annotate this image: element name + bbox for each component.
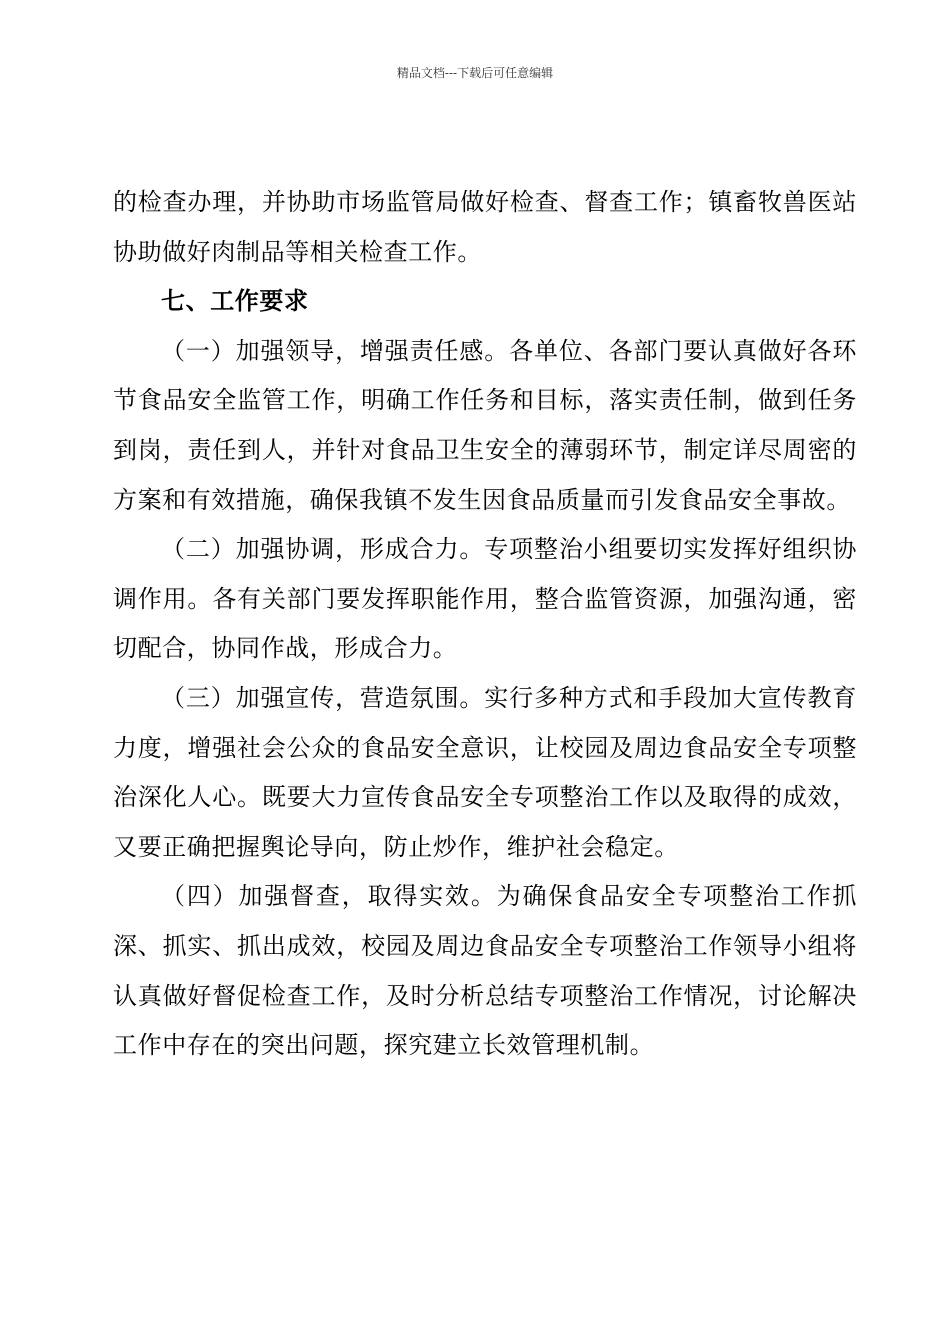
document-body bbox=[113, 178, 857, 1071]
paragraph-requirement-2: （二）加强协调，形成合力。专项整治小组要切实发挥好组织协调作用。各有关部门要发挥职能作用，整合监管资源，加强沟通，密切配合，协同作战，形成合力。 bbox=[113, 535, 857, 663]
paragraph-requirement-1: （一）加强领导，增强责任感。各单位、各部门要认真做好各环节食品安全监管工作，明确工作任务和目标，落实责任制，做到任务到岗，责任到人，并针对食品卫生安全的薄弱环节，制定详尽周密的方案和有效措施，确保我镇不发生因食品质量而引发食品安全事故。 bbox=[113, 336, 857, 514]
paragraph-continuation: 的检查办理，并协助市场监管局做好检查、督查工作；镇畜牧兽医站协助做好肉制品等相关检查工作。 bbox=[113, 188, 857, 266]
paragraph-requirement-4: （四）加强督查，取得实效。为确保食品安全专项整治工作抓深、抓实、抓出成效，校园及周边食品安全专项整治工作领导小组将认真做好督促检查工作，及时分析总结专项整治工作情况，讨论解决工作中存在的突出问题，探究建立长效管理机制。 bbox=[113, 882, 857, 1060]
section-heading: 七、工作要求 bbox=[161, 287, 309, 316]
page-header-watermark: 精品文档---下载后可任意编辑 bbox=[396, 66, 554, 80]
paragraph-requirement-3: （三）加强宣传，营造氛围。实行多种方式和手段加大宣传教育力度，增强社会公众的食品安全意识，让校园及周边食品安全专项整治深化人心。既要大力宣传食品安全专项整治工作以及取得的成效，又要正确把握舆论导向，防止炒作，维护社会稳定。 bbox=[113, 683, 857, 861]
